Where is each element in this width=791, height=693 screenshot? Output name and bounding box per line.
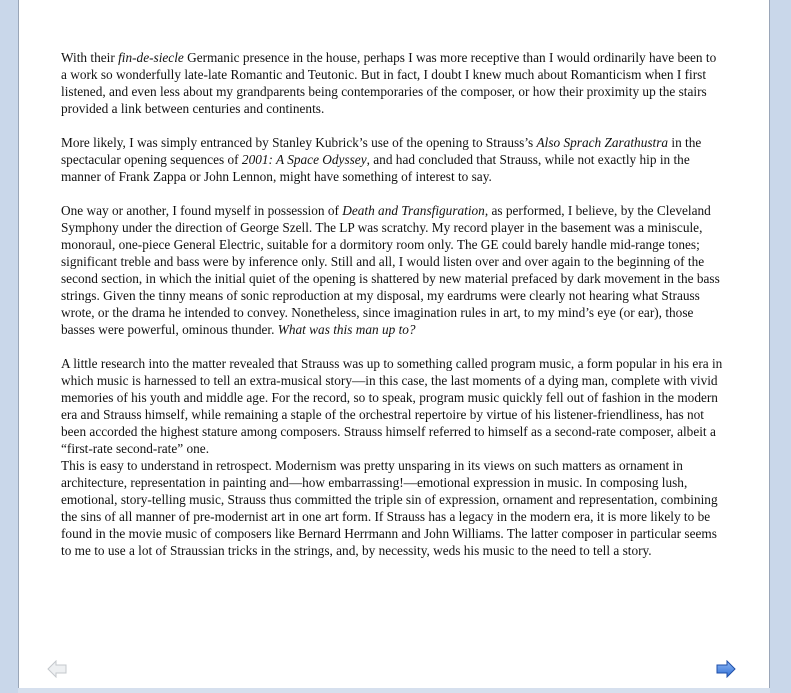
text-run: With their [61, 50, 119, 65]
document-body [61, 49, 723, 576]
italic-text: What was this man up to? [277, 322, 416, 337]
text-run: A little research into the matter revealed that Strauss was up to something called program music, a form popular in his era in which music is harnessed to tell an extra-musical story—in this case, the last moments of a dying man, complete with vivid memories of his youth and middle age. For the record, so to speak, program music quickly fell out of fashion in the modern era and Strauss himself, while remaining a staple of the orchestral repertoire by virtue of his listener-friendliness, has not been accorded the highest stature among composers. Strauss himself referred to himself as a second-rate composer, albeit a “first-rate second-rate” one. [61, 356, 723, 456]
text-run: More likely, I was simply entranced by Stanley Kubrick’s use of the opening to Strauss’s [61, 135, 537, 150]
paragraph [61, 202, 723, 338]
paragraph [61, 49, 723, 117]
text-run: One way or another, I found myself in possession of [61, 203, 343, 218]
text-run: Germanic presence in the house, perhaps I was more receptive than I would ordinarily have been to a work so wonderfully late-late Romantic and Teutonic. But in fact, I doubt I knew much about Romanticism when I first listened, and even less about my grandparents being contemporaries of the composer, or how their proximity up the stairs provided a link between centuries and continents. [61, 50, 717, 116]
paragraph [61, 355, 723, 457]
text-run: , as performed, I believe, by the Cleveland Symphony under the direction of George Szell. The LP was scratchy. My record player in the basement was a miniscule, monoraul, one-piece General Electric, suitable for a dormitory room only. The GE could barely handle mid-range tones; significant treble and bass were by inference only. Still and all, I would listen over and over again to the beginning of the second section, in which the initial quiet of the opening is shattered by new material prefaced by dark movement in the bass strings. Given the tinny means of sonic reproduction at my disposal, my eardrums were clearly not hearing what Strauss wrote, or the drama he intended to convey. Nonetheless, since imagination rules in art, to my mind’s eye (or ear), those basses were powerful, ominous thunder. [61, 203, 720, 337]
italic-text: Also Sprach Zarathustra [536, 135, 669, 150]
document-page [18, 0, 770, 693]
italic-text: Death and Transfiguration [342, 203, 485, 218]
right-arrow-icon [716, 660, 736, 678]
page-bottom-edge [18, 688, 770, 693]
previous-page-button[interactable] [45, 659, 69, 679]
left-arrow-icon [47, 660, 67, 678]
text-run: in the spectacular opening sequences of [61, 135, 702, 167]
text-run: , and had concluded that Strauss, while not exactly hip in the manner of Frank Zappa or John Lennon, might have something of interest to say. [61, 152, 690, 184]
next-page-button[interactable] [714, 659, 738, 679]
paragraph [61, 134, 723, 185]
paragraph [61, 457, 723, 559]
italic-text: fin-de-siecle [118, 50, 184, 65]
italic-text: 2001: A Space Odyssey [241, 152, 367, 167]
text-run: This is easy to understand in retrospect. Modernism was pretty unsparing in its views on such matters as ornament in architecture, representation in painting and—how embarrassing!—emotional expression in music. In composing lush, emotional, story-telling music, Strauss thus committed the triple sin of expression, ornament and representation, combining the sins of all manner of pre-modernist art in one art form. If Strauss has a legacy in the modern era, it is more likely to be found in the movie music of composers like Bernard Herrmann and John Williams. The latter composer in particular seems to me to use a lot of Straussian tricks in the strings, and, by necessity, weds his music to the need to tell a story. [61, 458, 718, 558]
